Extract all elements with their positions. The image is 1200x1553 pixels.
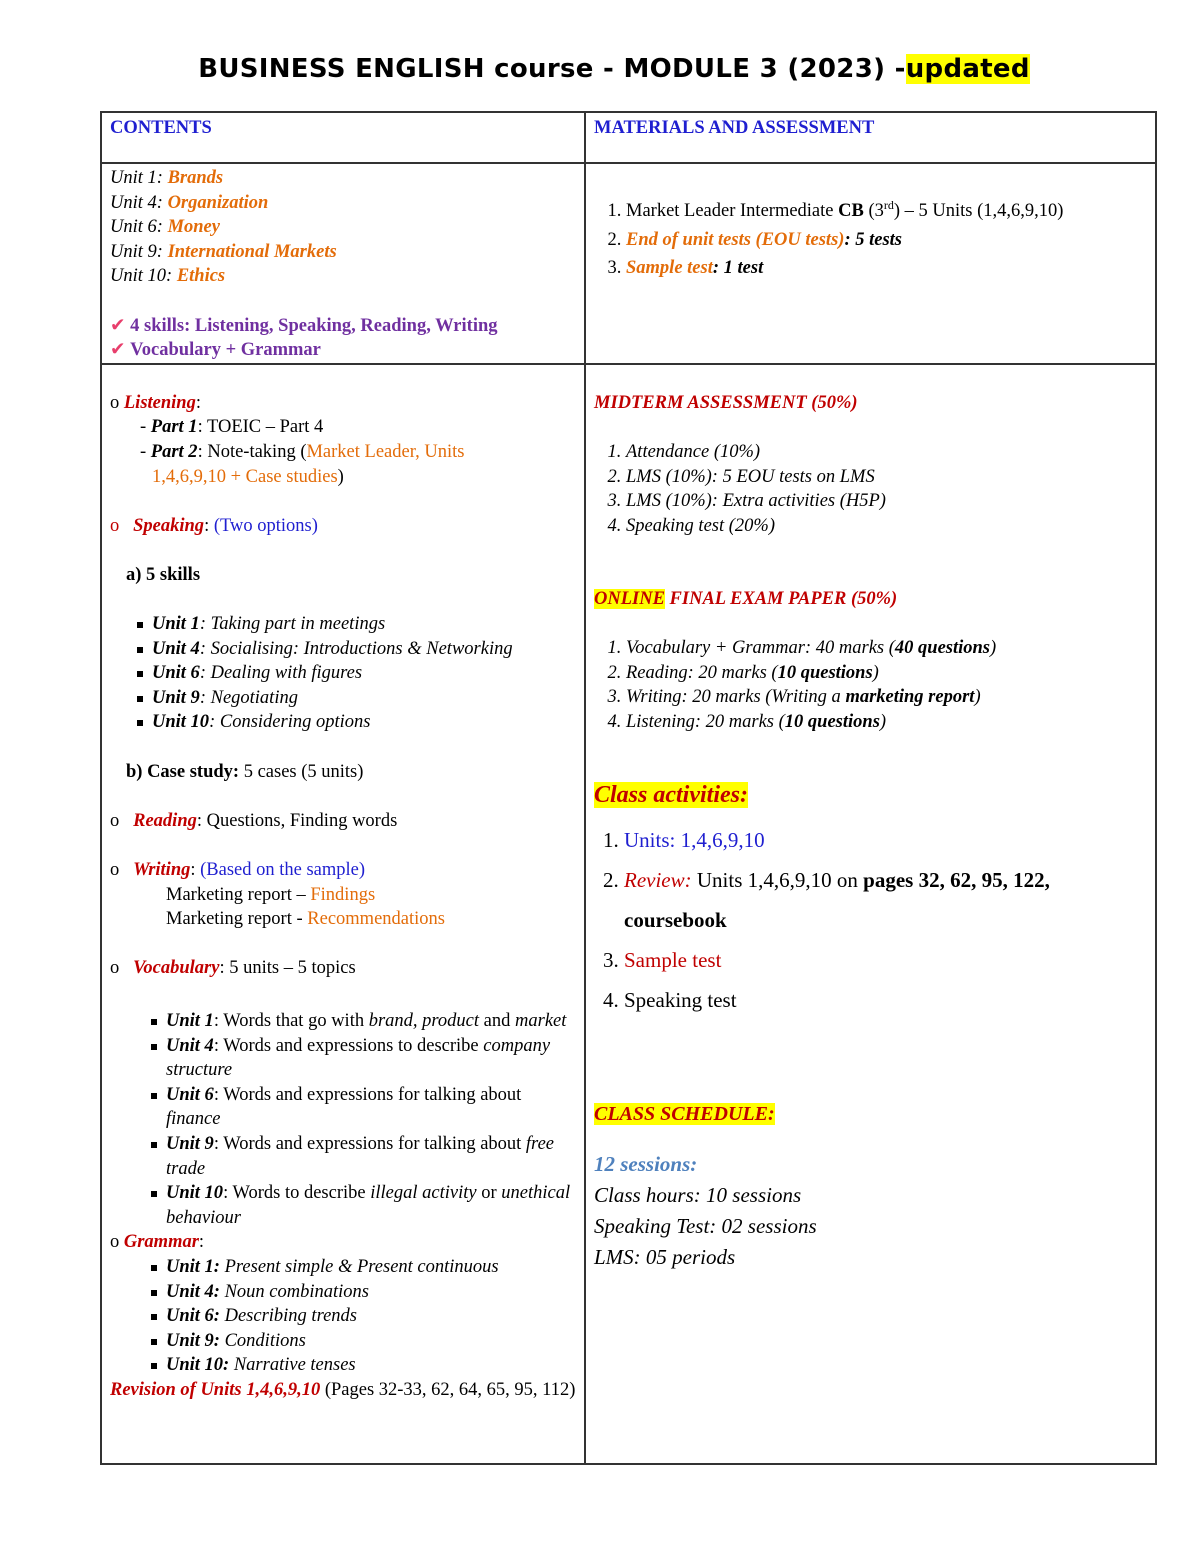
listening-part2: - Part 2: Note-taking (Market Leader, Units [140,441,465,462]
final-item [626,636,1147,661]
part-orange-text: 1,4,6,9,10 + Case studies [152,466,338,487]
material-text: Market Leader Intermediate [626,201,839,222]
writing-sample: (Based on the sample) [200,860,366,881]
title-main: BUSINESS ENGLISH course - MODULE 3 (2023) - [198,54,906,84]
schedule-line: LMS: 05 periods [594,1245,736,1270]
material-item [626,191,1147,226]
grammar-text: Describing trends [219,1306,357,1327]
material-item [626,254,1147,283]
part-close: ) [337,466,344,487]
check-line [110,338,576,363]
grammar-unit: Unit 6: [166,1306,220,1327]
grammar-text: Narrative tenses [229,1355,356,1376]
revision-label: Revision of Units 1,4,6,9,10 [110,1379,321,1400]
vocab-italic: brand, product [368,1011,480,1031]
vocab-italic: free trade [166,1133,554,1179]
listening-label: Listening [123,392,196,413]
activity-review-pages: pages 32, 62, 95, 122, coursebook [624,867,1050,932]
grammar-item [166,1329,576,1354]
activity-item [624,860,1147,940]
final-close: ) [974,687,981,708]
material-units: ) – 5 Units (1,4,6,9,10) [893,201,1064,222]
midterm-item: 2. LMS (10%): 5 EOU tests on LMS [626,465,1147,490]
skill-text: : Considering options [209,712,371,733]
vocab-unit: Unit 4 [166,1035,214,1056]
final-heading-online: ONLINE [594,588,665,609]
grammar-text: Noun combinations [219,1281,369,1302]
grammar-item [166,1304,576,1329]
unit-name: International Markets [167,241,337,262]
activity-review-text: Units 1,4,6,9,10 on [691,867,864,892]
ring-bullet-icon: o [110,958,120,979]
skill-item [152,686,576,711]
grammar-unit: Unit 10: [166,1355,230,1376]
sample-test-label: Sample test [626,258,713,279]
midterm-heading: MIDTERM ASSESSMENT (50%) [594,392,858,413]
grammar-text: Present simple & Present continuous [219,1256,499,1277]
ring-bullet-icon: o [110,810,120,831]
listening-part2-cont [110,465,576,490]
checkmark-icon: ✔ [110,315,126,336]
speaking-label: Speaking [133,515,205,536]
vocab-item [166,1132,576,1181]
writing-label: Writing [133,860,191,881]
document-title [0,54,1200,84]
skill-text: : Taking part in meetings [199,614,386,635]
eou-tests-label: End of unit tests (EOU tests) [626,229,845,250]
grammar-unit: Unit 9: [166,1330,220,1351]
grammar-text: Conditions [219,1330,306,1351]
checkmark-icon: ✔ [110,340,126,361]
skill-unit: Unit 4 [152,638,200,659]
listening-heading: o Listening: [110,392,201,413]
grammar-unit: Unit 1: [166,1256,220,1277]
unit-name: Ethics [176,266,226,287]
skill-text: : Dealing with figures [199,663,363,684]
check-text: 4 skills: Listening, Speaking, Reading, Writing [130,315,498,336]
vocab-italic: finance [166,1109,221,1130]
material-edition: (3 [863,201,884,222]
schedule-line: Class hours: 10 sessions [594,1183,802,1208]
material-sup: rd [883,198,894,212]
skill-unit: Unit 10 [152,712,210,733]
final-heading-text: FINAL EXAM PAPER (50%) [664,588,898,609]
vocab-item [166,1009,576,1034]
class-activities-heading: Class activities: [594,782,748,809]
check-text: Vocabulary + Grammar [130,340,321,361]
part-label: Part 2 [150,441,198,462]
grammar-label: Grammar [123,1232,199,1253]
midterm-item: 1. Attendance (10%) [626,440,1147,465]
speaking-b-text: 5 cases (5 units) [239,761,364,782]
vocab-unit: Unit 6 [166,1084,214,1105]
activity-item [624,980,1147,1020]
final-text: Vocabulary + Grammar: 40 marks ( [626,638,895,659]
header-contents [101,112,585,163]
skill-unit: Unit 9 [152,687,200,708]
final-close: ) [879,711,887,732]
ring-bullet-icon: o [110,515,120,536]
vocab-italic: company structure [166,1035,551,1081]
report-text: Marketing report – [166,884,311,905]
skill-item [152,637,576,662]
vocab-text2: and [479,1011,516,1031]
grammar-item [166,1280,576,1305]
speaking-b-label: b) Case study: [126,761,240,782]
schedule-line: Speaking Test: 02 sessions [594,1214,817,1239]
unit-label: Unit 4: [110,192,163,213]
vocab-item [166,1034,576,1083]
reading-text: : Questions, Finding words [196,810,398,831]
course-table [100,111,1157,1465]
activity-units: Units: 1,4,6,9,10 [624,827,765,852]
activity-speaking-test: Speaking test [624,987,737,1012]
part-orange-text: Market Leader, Units [306,441,465,462]
activity-review-label: Review: [624,867,692,892]
report-orange: Findings [310,884,376,905]
final-heading [594,587,1147,612]
vocab-text: : Words and expressions to describe [213,1035,484,1056]
vocab-unit: Unit 9 [166,1133,214,1154]
vocab-italic: illegal activity [370,1183,477,1204]
skill-text: : Negotiating [199,687,298,708]
final-bold: 40 questions [894,638,990,659]
unit-line [110,166,576,191]
part-label: Part 1 [150,417,198,438]
reading-heading [110,809,576,834]
title-highlight: updated [905,54,1030,84]
skill-unit: Unit 1 [152,614,200,635]
vocab-text: : Words and expressions for talking about [213,1084,522,1105]
midterm-item: 3. LMS (10%): Extra activities (H5P) [626,489,1147,514]
grammar-unit: Unit 4: [166,1281,220,1302]
skill-item [152,612,576,637]
unit-label: Unit 10: [110,266,173,287]
ring-bullet-icon: o [110,392,120,413]
final-item [626,661,1147,686]
midterm-item: 4. Speaking test (20%) [626,514,1147,539]
unit-line [110,264,576,289]
unit-line [110,215,576,240]
final-bold: 10 questions [784,711,880,732]
grammar-item [166,1255,576,1280]
final-item [626,685,1147,710]
speaking-heading: o Speaking: (Two options) [110,515,318,536]
grammar-heading: o Grammar: [110,1232,205,1253]
grammar-item [166,1353,576,1378]
vocab-text: : Words and expressions for talking about [213,1133,526,1154]
unit-line [110,240,576,265]
final-text: Writing: 20 marks (Writing a [626,687,846,708]
schedule-sessions: 12 sessions: [594,1152,698,1177]
writing-report-1 [110,883,576,908]
unit-name: Brands [167,168,224,188]
vocab-text2: or [476,1183,502,1204]
material-cb: CB [838,201,864,222]
activity-item [624,820,1147,860]
class-schedule-heading: CLASS SCHEDULE: [594,1102,775,1125]
vocab-unit: Unit 10 [166,1183,224,1204]
vocab-text: : Words that go with [213,1011,369,1031]
final-close: ) [990,638,997,659]
report-text: Marketing report - [166,909,308,930]
vocab-italic2: unethical behaviour [166,1183,571,1228]
listening-part1: - Part 1: TOEIC – Part 4 [140,417,324,438]
final-close: ) [872,662,879,683]
sample-test-count: : 1 test [712,258,764,279]
ring-bullet-icon: o [110,860,120,881]
vocab-italic2: market [515,1011,567,1031]
vocab-item [166,1181,576,1230]
unit-label: Unit 9: [110,241,163,262]
units-cell [101,163,585,364]
header-materials-text: MATERIALS AND ASSESSMENT [594,118,875,138]
materials-cell [585,163,1156,364]
vocabulary-label: Vocabulary [133,958,220,979]
final-bold: marketing report [845,687,975,708]
skill-item [152,710,576,735]
skill-unit: Unit 6 [152,663,200,684]
material-item [626,226,1147,255]
writing-heading: o Writing: (Based on the sample) [110,860,366,881]
unit-label: Unit 6: [110,217,163,238]
vocabulary-text: : 5 units – 5 topics [219,958,356,979]
activity-item [624,940,1147,980]
assessment-cell [585,364,1156,1464]
final-bold: 10 questions [777,662,873,683]
vocab-item [166,1083,576,1132]
final-item [626,710,1147,735]
vocab-text: : Words to describe [223,1183,371,1204]
eou-tests-count: : 5 tests [844,229,902,250]
writing-report-2 [110,907,576,932]
check-line [110,314,576,339]
part-text: : Note-taking ( [197,441,307,462]
final-text: Reading: 20 marks ( [626,662,778,683]
skills-cell [101,364,585,1464]
skill-text: : Socialising: Introductions & Networking [199,638,513,659]
part-text: : TOEIC – Part 4 [197,417,324,438]
ring-bullet-icon: o [110,1232,120,1253]
revision-text: (Pages 32-33, 62, 64, 65, 95, 112) [320,1379,576,1400]
unit-label: Unit 1: [110,168,163,188]
header-materials [585,112,1156,163]
report-orange: Recommendations [307,909,445,930]
speaking-b [110,760,576,785]
vocabulary-heading [110,956,576,981]
revision-line [110,1378,576,1403]
skill-item [152,661,576,686]
reading-label: Reading [133,810,197,831]
final-text: Listening: 20 marks ( [626,711,785,732]
header-contents-text: CONTENTS [110,118,212,138]
unit-name: Money [167,217,220,238]
speaking-options: (Two options) [213,515,318,536]
activity-sample-test: Sample test [624,947,722,972]
unit-line [110,191,576,216]
unit-name: Organization [167,192,269,213]
vocab-unit: Unit 1 [166,1011,214,1031]
speaking-a-label: a) 5 skills [126,564,201,585]
